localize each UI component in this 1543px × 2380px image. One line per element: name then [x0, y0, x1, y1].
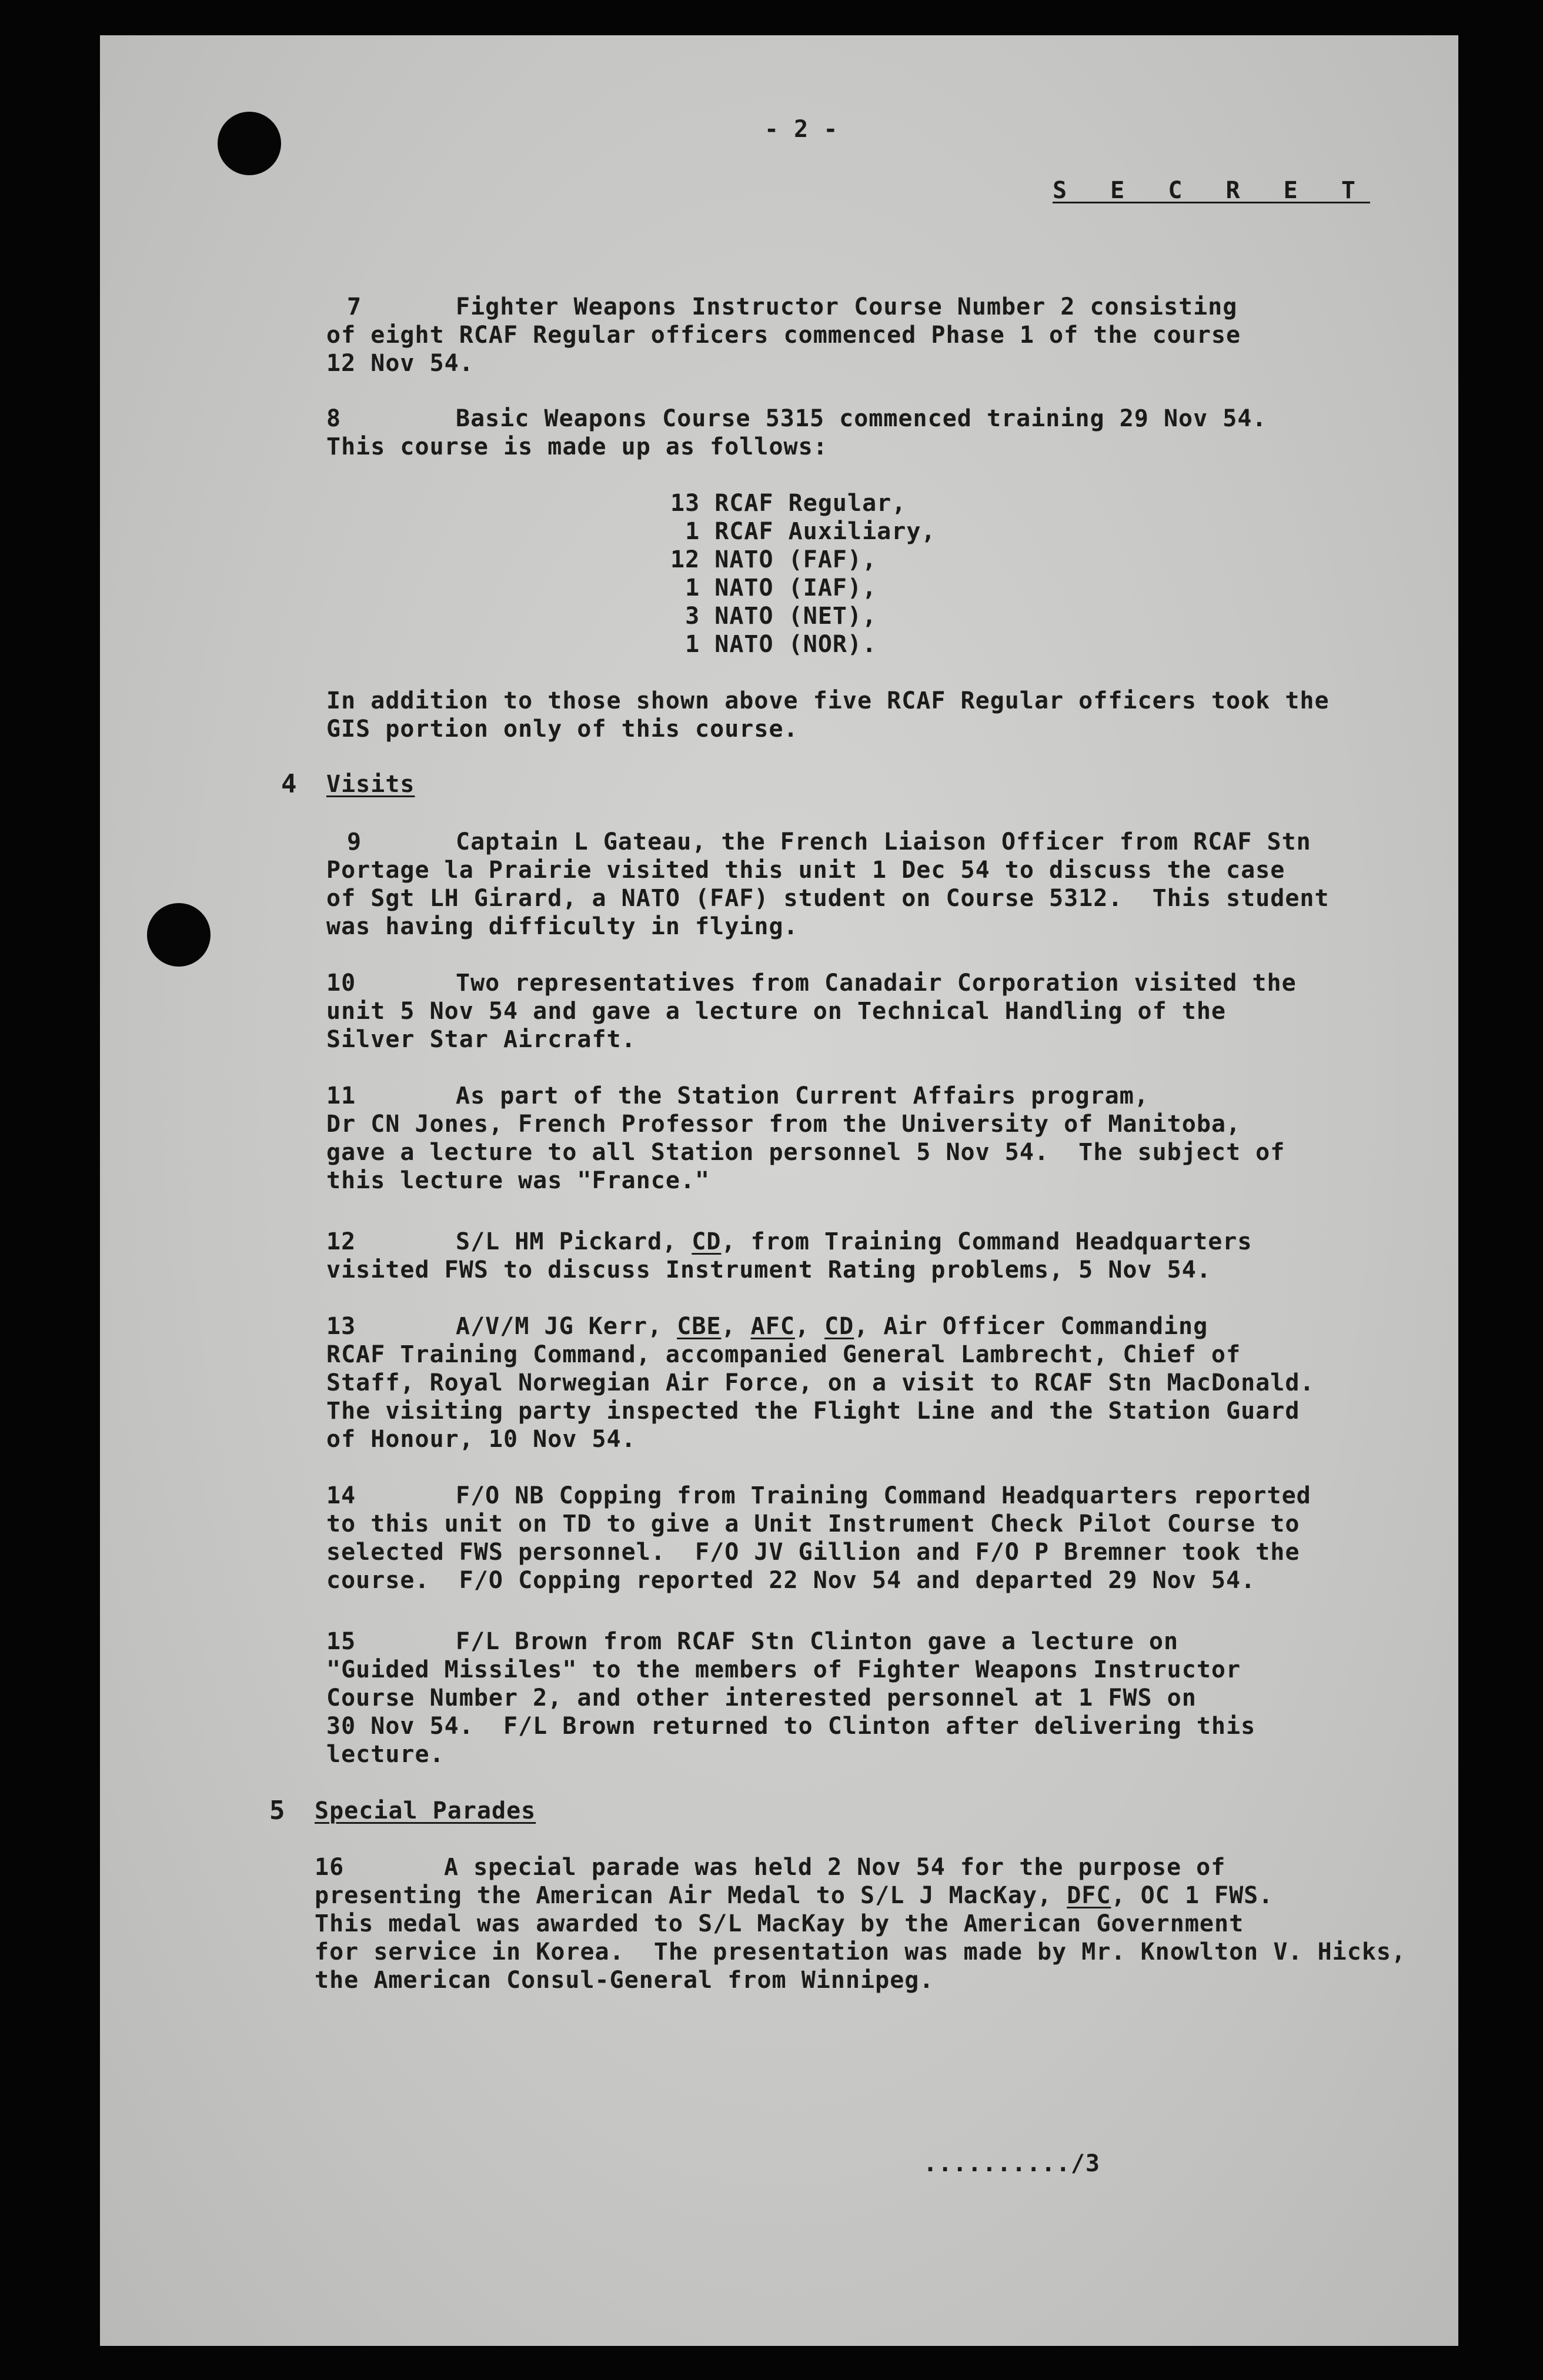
decoration-dfc: DFC — [1067, 1882, 1111, 1909]
para-8-number: 8 — [326, 405, 342, 432]
para-15-line-1: F/L Brown from RCAF Stn Clinton gave a lecture on — [456, 1628, 1179, 1655]
para-9-number: 9 — [347, 828, 362, 855]
para-13-number: 13 — [326, 1313, 356, 1340]
document-page — [100, 35, 1458, 2346]
para-7-number: 7 — [347, 293, 362, 320]
section-5-number: 5 — [269, 1796, 286, 1826]
para-8-line-2: This course is made up as follows: — [326, 433, 828, 460]
para-7-line-1: Fighter Weapons Instructor Course Number 2 consisting — [456, 293, 1238, 320]
para-8b-line-1: In addition to those shown above five RCAF Regular officers took the — [326, 687, 1330, 714]
para-16-line-4: for service in Korea. The presentation was made by Mr. Knowlton V. Hicks, — [315, 1938, 1407, 1965]
para-16-line-1: A special parade was held 2 Nov 54 for the purpose of — [444, 1854, 1226, 1881]
page-number: - 2 - — [764, 116, 839, 143]
punch-hole-middle — [147, 903, 211, 967]
composition-line-6: 1 NATO (NOR). — [670, 631, 877, 658]
para-13-line-4: The visiting party inspected the Flight Line and the Station Guard — [326, 1398, 1300, 1425]
para-11-number: 11 — [326, 1082, 356, 1109]
section-4-number: 4 — [281, 769, 298, 799]
para-10-line-2: unit 5 Nov 54 and gave a lecture on Technical Handling of the — [326, 998, 1227, 1025]
para-9-line-2: Portage la Prairie visited this unit 1 Dec 54 to discuss the case — [326, 857, 1285, 884]
para-16-line-2: presenting the American Air Medal to S/L J MacKay, DFC, OC 1 FWS. — [315, 1882, 1274, 1909]
para-15-line-4: 30 Nov 54. F/L Brown returned to Clinton after delivering this — [326, 1713, 1256, 1740]
section-5-heading: Special Parades — [315, 1797, 536, 1824]
classification-marking: S E C R E T — [1053, 177, 1370, 204]
para-15-line-5: lecture. — [326, 1741, 445, 1768]
para-12-line-1: S/L HM Pickard, CD, from Training Command Headquarters — [456, 1228, 1253, 1255]
para-13-line-5: of Honour, 10 Nov 54. — [326, 1426, 636, 1453]
continuation-marker: ........../3 — [923, 2150, 1100, 2177]
para-8-line-1: Basic Weapons Course 5315 commenced training 29 Nov 54. — [456, 405, 1267, 432]
decoration-cd: CD — [692, 1228, 722, 1255]
para-12-line-2: visited FWS to discuss Instrument Rating problems, 5 Nov 54. — [326, 1256, 1211, 1283]
para-10-line-3: Silver Star Aircraft. — [326, 1026, 636, 1053]
para-14-line-3: selected FWS personnel. F/O JV Gillion and F/O P Bremner took the — [326, 1539, 1300, 1566]
para-13-line-1: A/V/M JG Kerr, CBE, AFC, CD, Air Officer Commanding — [456, 1313, 1208, 1340]
para-9-line-1: Captain L Gateau, the French Liaison Officer from RCAF Stn — [456, 828, 1311, 855]
composition-line-4: 1 NATO (IAF), — [670, 574, 877, 601]
para-15-number: 15 — [326, 1628, 356, 1655]
para-14-line-2: to this unit on TD to give a Unit Instrument Check Pilot Course to — [326, 1510, 1300, 1537]
para-16-line-3: This medal was awarded to S/L MacKay by the American Government — [315, 1910, 1244, 1937]
para-16-line-5: the American Consul-General from Winnipeg. — [315, 1967, 934, 1994]
para-10-number: 10 — [326, 970, 356, 997]
para-15-line-2: "Guided Missiles" to the members of Fighter Weapons Instructor — [326, 1656, 1241, 1683]
para-7-line-3: 12 Nov 54. — [326, 350, 474, 377]
para-11-line-3: gave a lecture to all Station personnel 5 Nov 54. The subject of — [326, 1139, 1285, 1166]
para-14-number: 14 — [326, 1482, 356, 1509]
composition-line-2: 1 RCAF Auxiliary, — [670, 518, 936, 545]
para-10-line-1: Two representatives from Canadair Corporation visited the — [456, 970, 1297, 997]
para-8b-line-2: GIS portion only of this course. — [326, 716, 799, 743]
para-14-line-4: course. F/O Copping reported 22 Nov 54 and departed 29 Nov 54. — [326, 1567, 1256, 1594]
para-16-number: 16 — [315, 1854, 345, 1881]
composition-line-5: 3 NATO (NET), — [670, 603, 877, 630]
section-4-heading: Visits — [326, 771, 415, 798]
para-11-line-2: Dr CN Jones, French Professor from the University of Manitoba, — [326, 1111, 1241, 1138]
para-14-line-1: F/O NB Copping from Training Command Headquarters reported — [456, 1482, 1311, 1509]
composition-line-3: 12 NATO (FAF), — [670, 546, 877, 573]
decoration-afc: AFC — [750, 1313, 795, 1340]
para-12-number: 12 — [326, 1228, 356, 1255]
para-9-line-3: of Sgt LH Girard, a NATO (FAF) student on Course 5312. This student — [326, 885, 1330, 912]
para-9-line-4: was having difficulty in flying. — [326, 913, 799, 940]
para-13-line-3: Staff, Royal Norwegian Air Force, on a visit to RCAF Stn MacDonald. — [326, 1369, 1315, 1396]
para-11-line-4: this lecture was "France." — [326, 1167, 710, 1194]
para-11-line-1: As part of the Station Current Affairs program, — [456, 1082, 1149, 1109]
para-13-line-2: RCAF Training Command, accompanied General Lambrecht, Chief of — [326, 1341, 1241, 1368]
punch-hole-top — [218, 112, 281, 175]
decoration-cbe: CBE — [677, 1313, 722, 1340]
para-7-line-2: of eight RCAF Regular officers commenced Phase 1 of the course — [326, 322, 1241, 349]
composition-line-1: 13 RCAF Regular, — [670, 490, 907, 517]
decoration-cd: CD — [824, 1313, 854, 1340]
para-15-line-3: Course Number 2, and other interested personnel at 1 FWS on — [326, 1684, 1197, 1712]
